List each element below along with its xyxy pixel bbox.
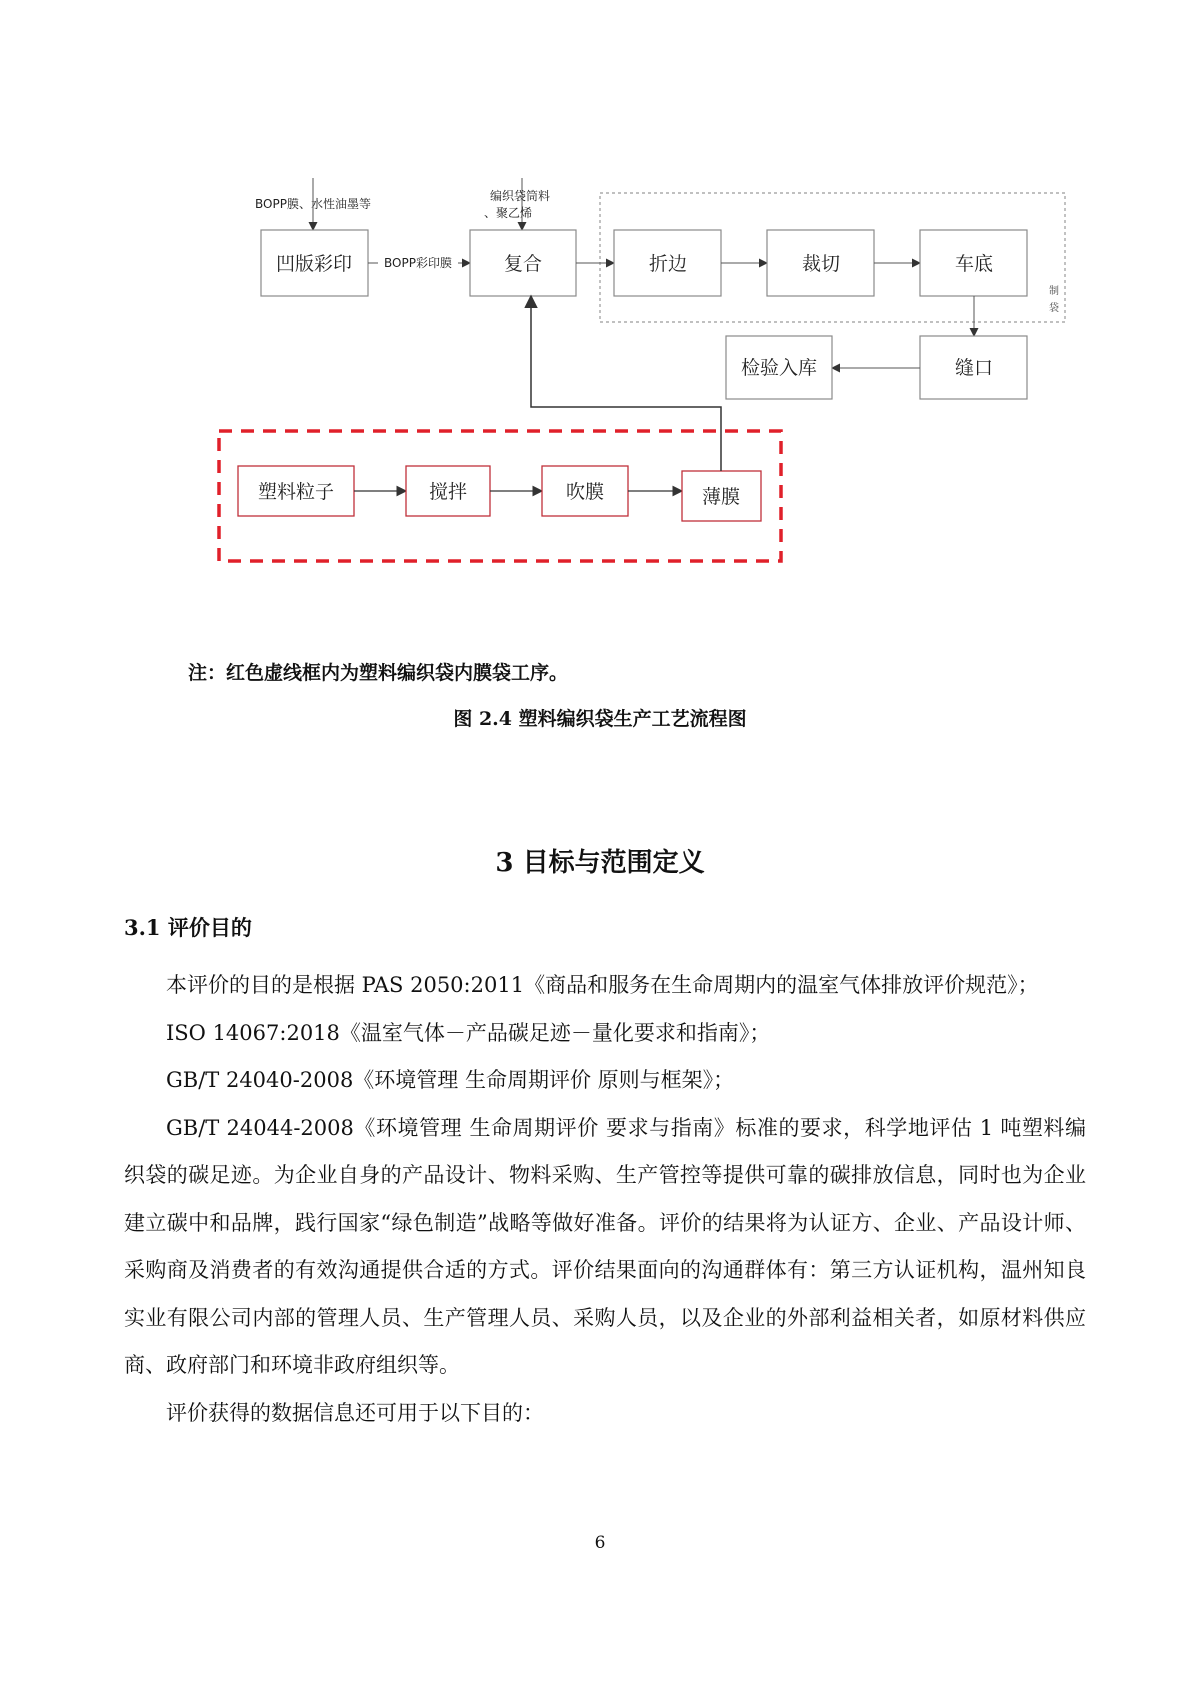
box-composite-label: 复合 <box>503 253 543 275</box>
box-sew-label: 缝口 <box>954 357 994 379</box>
input-composite-label-2: 、聚乙烯 <box>483 206 533 220</box>
paragraph-5: 评价获得的数据信息还可用于以下目的： <box>166 1400 544 1425</box>
process-flowchart <box>0 0 1200 620</box>
box-cut-label: 裁切 <box>801 253 841 275</box>
paragraph-2: ISO 14067:2018《温室气体－产品碳足迹－量化要求和指南》； <box>166 1020 771 1045</box>
section-heading: 3 目标与范围定义 <box>495 848 705 878</box>
paragraph-4: GB/T 24044-2008《环境管理 生命周期评价 要求与指南》标准的要求，科学地评估 1 吨塑料编织袋的碳足迹。为企业自身的产品设计、物料采购、生产管控等提供可靠的碳排放信息，同时也为企业建立碳中和品牌，践行国家“绿色制造”战略等做好准备。评价的结果将为认证方、企业、产品设计师、采购商及消费者的有效沟通提供合适的方式。评价结果面向的沟通群体有：第三方认证机构，温州知良实业有限公司内部的管理人员、生产管理人员、采购人员，以及企业的外部利益相关者，如原材料供应商、政府部门和环境非政府组织等。 <box>124 1115 1086 1377</box>
subsection-heading: 3.1 评价目的 <box>124 915 252 940</box>
box-fold-label: 折边 <box>648 253 688 275</box>
page-number: 6 <box>594 1533 606 1553</box>
body-text <box>124 962 1086 1437</box>
box-gravure-printing-label: 凹版彩印 <box>275 253 353 275</box>
arrow-bopp-label: BOPP彩印膜 <box>384 256 452 270</box>
box-stir-label: 搅拌 <box>428 481 468 503</box>
box-inspect-label: 检验入库 <box>740 357 818 379</box>
box-plastic-particles-label: 塑料粒子 <box>257 481 335 503</box>
input-gravure-label: BOPP膜、水性油墨等 <box>255 197 371 211</box>
bag-making-label-1: 制 <box>1049 286 1059 297</box>
paragraph-1: 本评价的目的是根据 PAS 2050:2011《商品和服务在生命周期内的温室气体排放评价规范》； <box>166 973 1039 997</box>
figure-note: 注：红色虚线框内为塑料编织袋内膜袋工序。 <box>188 662 569 684</box>
input-composite-label-1: 编织袋筒料 <box>489 189 551 203</box>
box-blow-film-label: 吹膜 <box>565 481 605 503</box>
bag-making-label-2: 袋 <box>1049 303 1059 314</box>
box-bottom-label: 车底 <box>954 253 994 275</box>
figure-caption: 图 2.4 塑料编织袋生产工艺流程图 <box>453 708 747 730</box>
box-film-label: 薄膜 <box>701 486 741 508</box>
paragraph-3: GB/T 24040-2008《环境管理 生命周期评价 原则与框架》； <box>166 1068 735 1092</box>
